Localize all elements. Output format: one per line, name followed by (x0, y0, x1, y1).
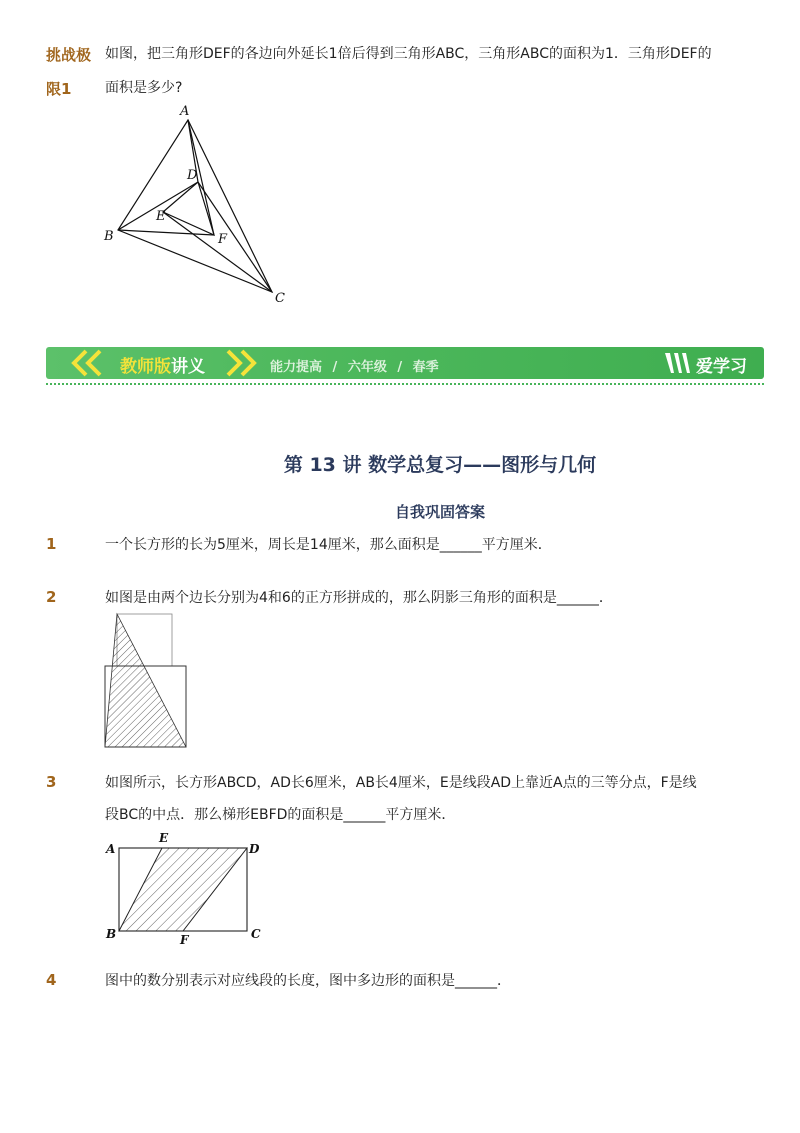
point-label-e: E (156, 209, 166, 224)
two-squares-figure (100, 606, 196, 752)
challenge-text-line2: 面积是多少? (105, 80, 183, 96)
banner-dotted-divider (46, 383, 764, 385)
triangle-abc (118, 120, 272, 292)
problem-3-text-line2: 段BC的中点．那么梯形EBFD的面积是______平方厘米． (105, 807, 456, 823)
crumb-ability: 能力提高 (270, 360, 323, 375)
rect-point-a: A (106, 842, 116, 856)
trapezoid-ebfd (119, 848, 247, 931)
double-chevron-left-icon (66, 349, 116, 377)
problem-1-text: 一个长方形的长为5厘米，周长是14厘米，那么面积是______平方厘米． (105, 537, 552, 553)
brand-name: 爱学习 (696, 357, 747, 377)
segment-bf (118, 230, 214, 235)
point-label-f: F (218, 232, 228, 247)
segment-dc (198, 182, 272, 292)
rect-point-d: D (249, 842, 260, 856)
crumb-sep-1: / (332, 360, 338, 375)
rect-point-f: F (180, 933, 189, 947)
banner-title (120, 352, 205, 377)
shaded-triangle (105, 614, 186, 747)
banner-title-b: 讲义 (171, 357, 205, 377)
aixuexi-logo-icon (662, 349, 696, 377)
rectangle-abcd-figure (100, 828, 270, 948)
crumb-season: 春季 (412, 360, 439, 375)
crumb-grade: 六年级 (347, 360, 387, 375)
problem-3-number: 3 (46, 773, 57, 791)
double-chevron-right-icon (222, 349, 262, 377)
challenge-text-line1: 如图，把三角形DEF的各边向外延长1倍后得到三角形ABC，三角形ABC的面积为1．三角形DEF的 (105, 46, 712, 62)
section-title: 自我巩固答案 (394, 503, 485, 521)
rect-point-b: B (106, 927, 117, 941)
point-label-a: A (180, 104, 190, 119)
problem-4-text: 图中的数分别表示对应线段的长度，图中多边形的面积是______． (105, 973, 511, 989)
rect-point-e: E (159, 831, 169, 845)
triangle-def (163, 182, 214, 235)
problem-4-number: 4 (46, 971, 57, 989)
challenge-label-line1: 挑战极 (46, 46, 92, 64)
problem-3-text-line1: 如图所示，长方形ABCD，AD长6厘米，AB长4厘米，E是线段AD上靠近A点的三等分点，F是线 (105, 775, 697, 791)
lecture-title: 第 13 讲 数学总复习——图形与几何 (283, 454, 597, 476)
point-label-d: D (187, 168, 198, 183)
point-label-c: C (275, 291, 285, 306)
banner-title-a: 教师版 (120, 357, 171, 377)
problem-1-number: 1 (46, 535, 57, 553)
challenge-label-line2: 限1 (46, 80, 72, 98)
rect-point-c: C (251, 927, 261, 941)
crumb-sep-2: / (397, 360, 403, 375)
problem-2-text: 如图是由两个边长分别为4和6的正方形拼成的，那么阴影三角形的面积是______． (105, 590, 613, 606)
point-label-b: B (104, 229, 114, 244)
problem-2-number: 2 (46, 588, 57, 606)
banner-breadcrumb (270, 356, 439, 375)
triangle-figure (100, 100, 300, 310)
segment-ec (163, 212, 272, 292)
